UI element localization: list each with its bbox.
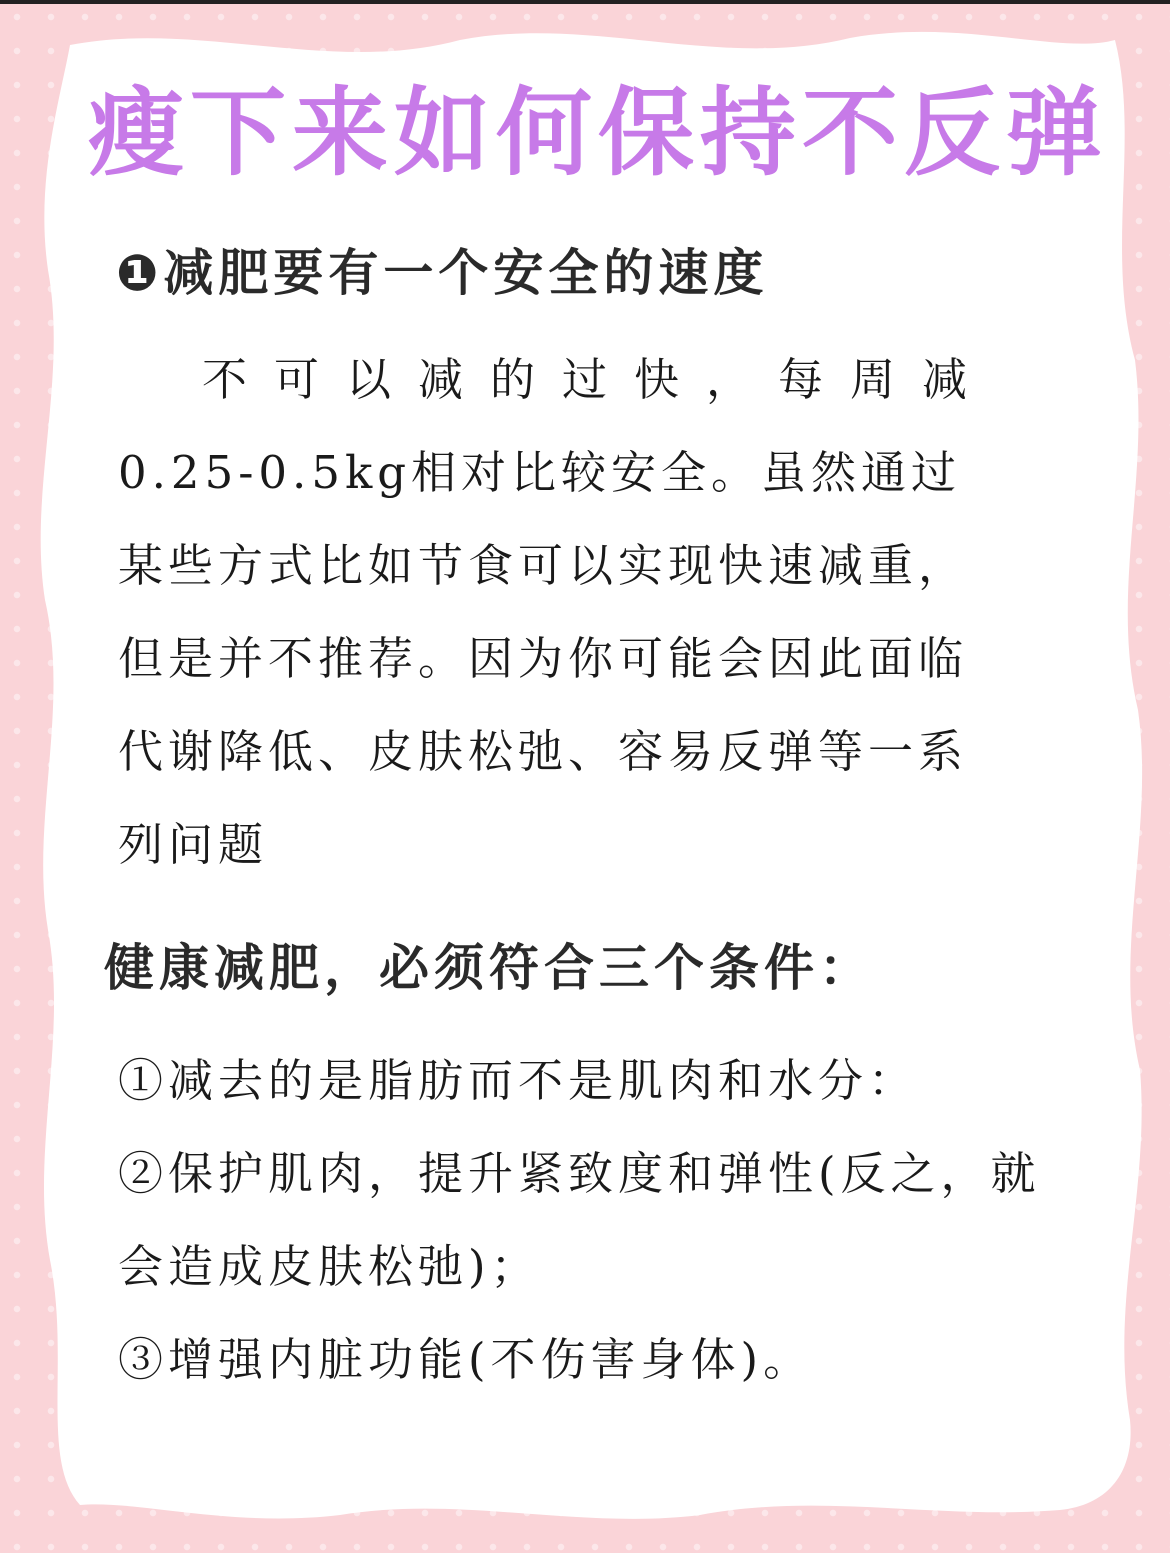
list-item: 会造成皮肤松弛)； <box>118 1240 541 1293</box>
paragraph-line: 某些方式比如节食可以实现快速减重， <box>118 539 969 592</box>
paragraph-line: 代谢降低、皮肤松弛、容易反弹等一系 <box>118 725 969 778</box>
conditions-list <box>118 1034 1041 1406</box>
list-item: ①减去的是脂肪而不是肌肉和水分： <box>118 1054 919 1107</box>
paragraph-line: 但是并不推荐。因为你可能会因此面临 <box>118 632 969 685</box>
page-title: 瘦下来如何保持不反弹 <box>88 77 1108 189</box>
paragraph-line: 不可以减的过快，每周减 <box>202 353 995 406</box>
list-item: ③增强内脏功能(不伤害身体)。 <box>118 1333 814 1386</box>
section2-heading: 健康减肥，必须符合三个条件： <box>104 939 874 997</box>
list-item: ②保护肌肉，提升紧致度和弹性(反之，就 <box>118 1147 1041 1200</box>
section1-paragraph <box>118 333 1018 891</box>
paragraph-line: 列问题 <box>118 818 269 871</box>
section1-heading: ❶减肥要有一个安全的速度 <box>116 244 769 302</box>
paragraph-line: 0.25-0.5kg相对比较安全。虽然通过 <box>118 446 962 499</box>
